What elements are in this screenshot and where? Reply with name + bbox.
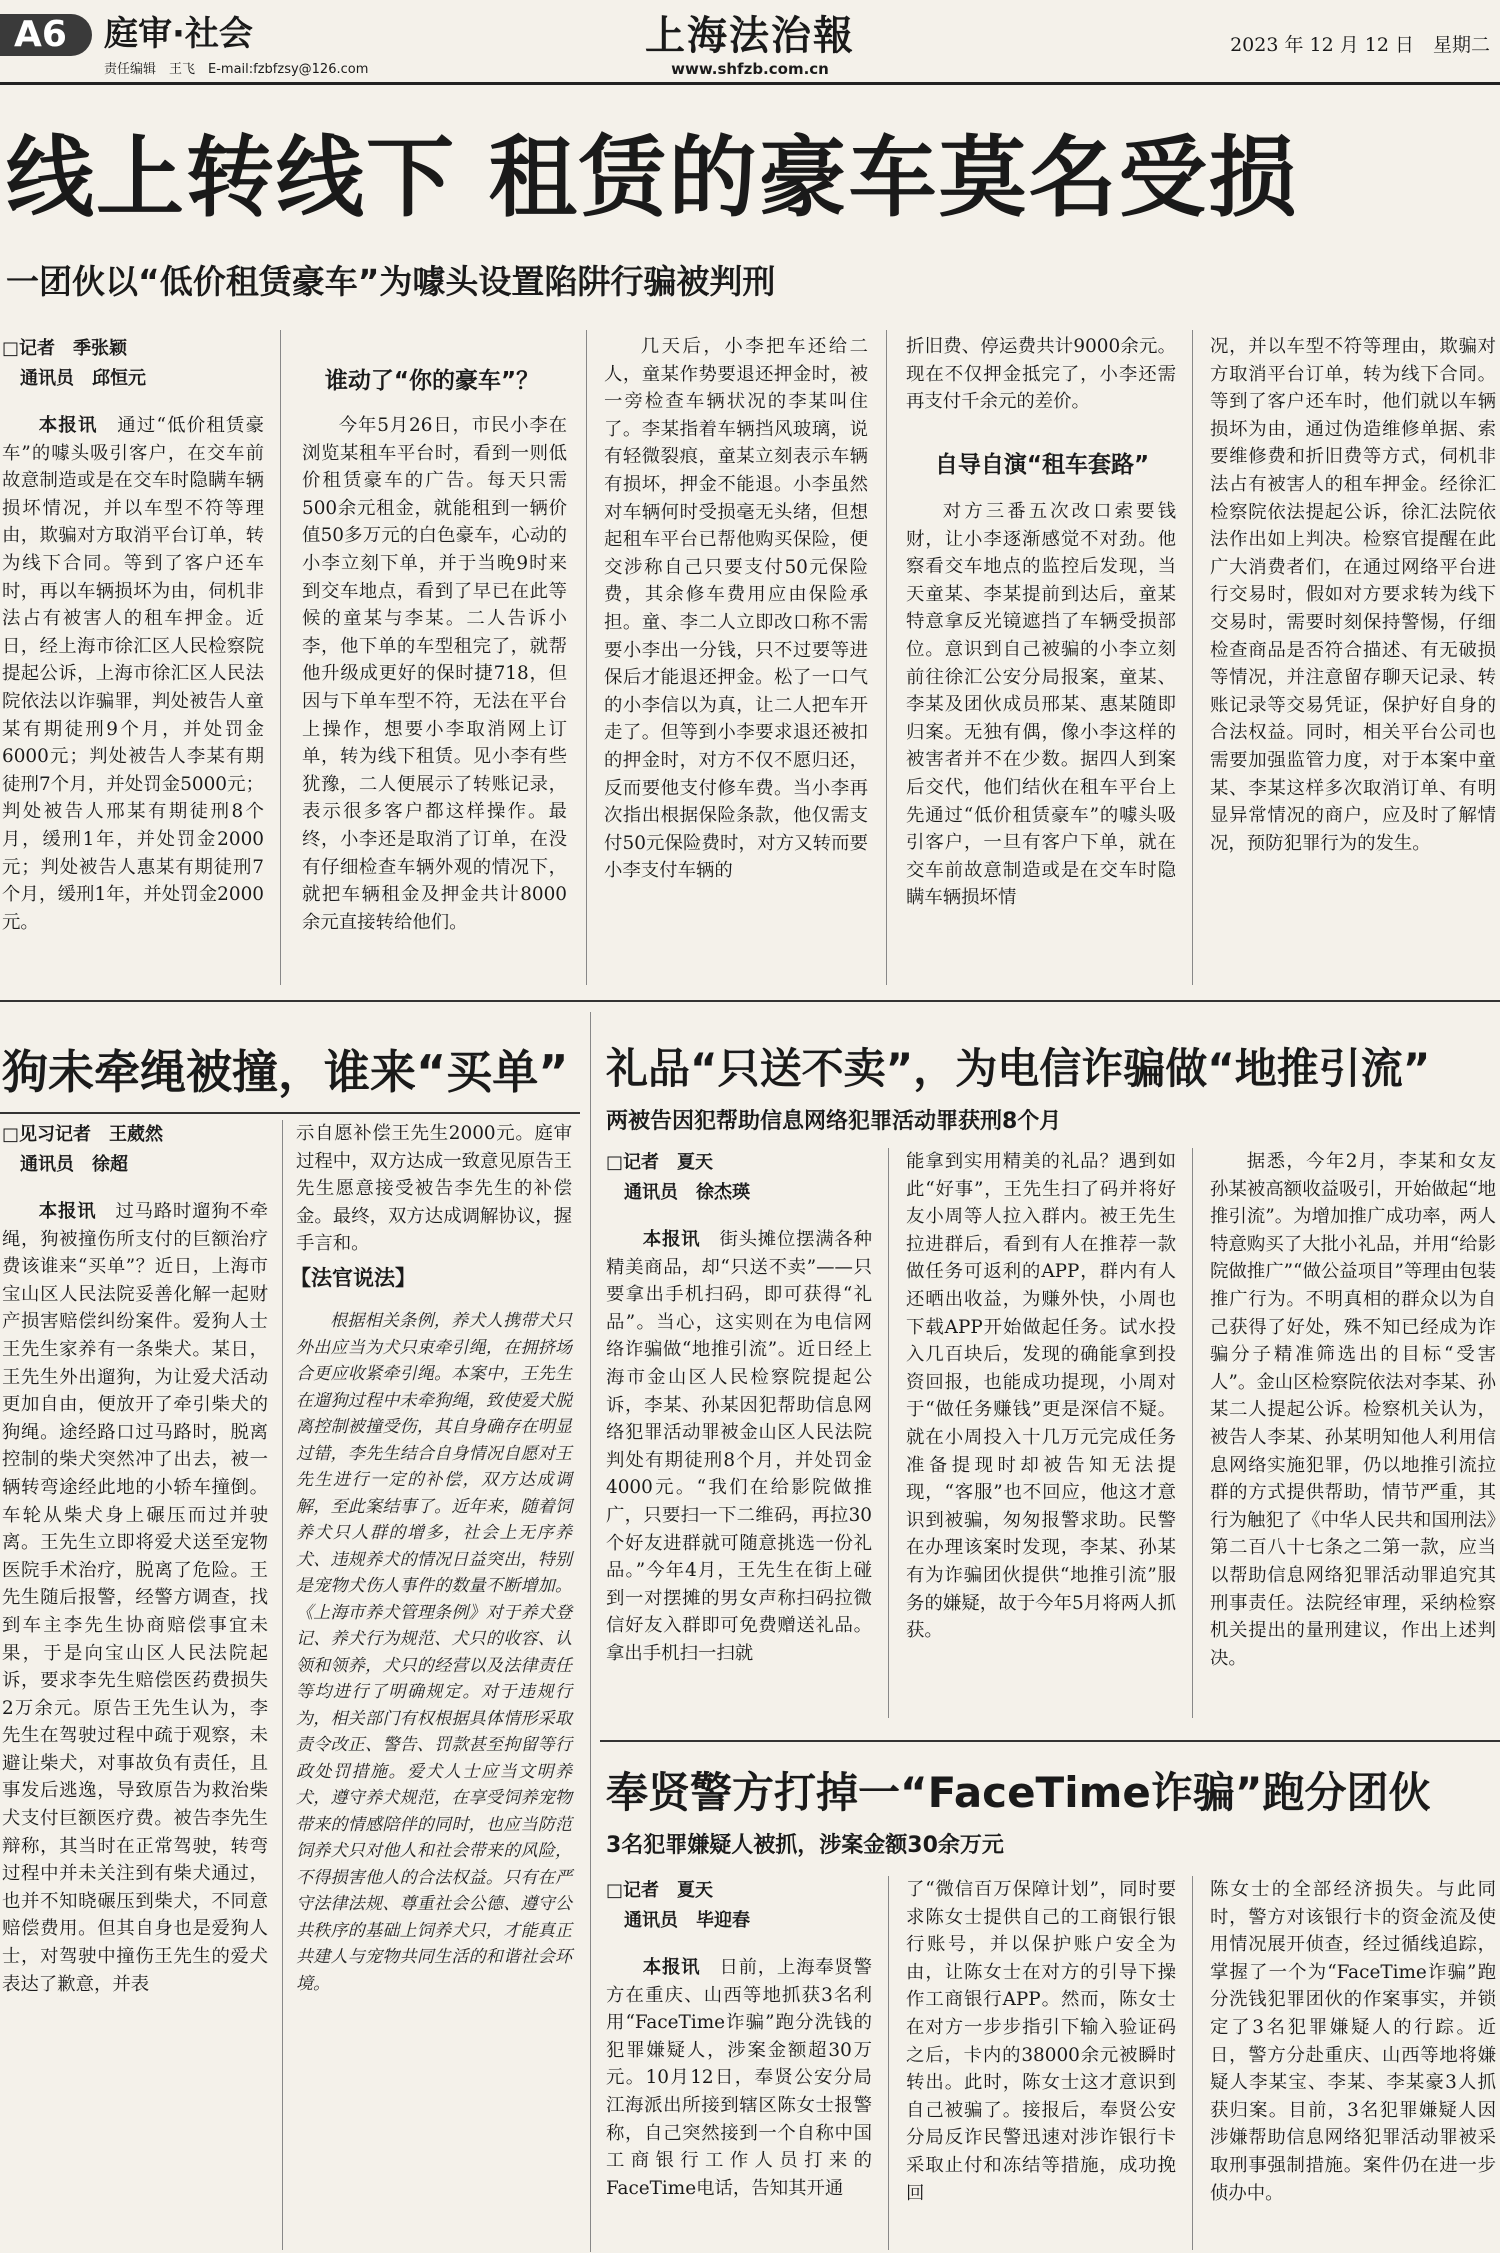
section-rule: [600, 1740, 1500, 1742]
article1-text-2: 今年5月26日，市民小李在浏览某租车平台时，看到一则低价租赁豪车的广告。每天只需500余元租金，就能租到一辆价值50多万元的白色豪车，心动的小李立刻下单，并于当晚9时来到交车地点，看到了早已在此等候的童某与李某。二人告诉小李，他下单的车型租完了，就帮他升级成更好的保时捷718，但因与下单车型不符，无法在平台上操作，想要小李取消网上订单，转为线下租赁。见小李有些犹豫，二人便展示了转账记录，表示很多客户都这样操作。最终，小李还是取消了订单，在没有仔细检查车辆外观的情况下，就把车辆租金及押金共计8000余元直接转给他们。: [302, 415, 567, 933]
article1-column-2: [302, 412, 567, 982]
article4-headline: 奉贤警方打掉一“FaceTime诈骗”跑分团伙: [606, 1768, 1431, 1817]
article3-text-2: 能拿到实用精美的礼品？遇到如此“好事”，王先生扫了码并将好友小周等人拉入群内。被王先生拉进群后，看到有人在推荐一款做任务可返利的APP，群内有人还晒出收益，为赚外快，小周也下载APP开始做起任务。试水投入几百块后，发现的确能拿到投资回报，也能成功提现，小周对于“做任务赚钱”更是深信不疑。就在小周投入十几万元完成任务准备提现时却被告知无法提现，“客服”也不回应，他这才意识到被骗，匆匆报警求助。民警在办理该案时发现，李某、孙某有为诈骗团伙提供“地推引流”服务的嫌疑，故于今年5月将两人抓获。: [906, 1151, 1176, 1642]
article1-column-3: [604, 333, 868, 983]
article4-column-2: [906, 1876, 1176, 2248]
main-headline: 线上转线下 租赁的豪车莫名受损: [6, 126, 1299, 229]
issue-date: 2023 年 12 月 12 日 星期二: [1230, 34, 1490, 56]
article4-text-3: 陈女士的全部经济损失。与此同时，警方对该银行卡的资金流及使用情况展开侦查，经过循线追踪，掌握了一个为“FaceTime诈骗”跑分洗钱犯罪团伙的作案事实，并锁定了3名犯罪嫌疑人的行踪。近日，警方分赴重庆、山西等地将嫌疑人李某宝、李某、李某豪3人抓获归案。目前，3名犯罪嫌疑人因涉嫌帮助信息网络犯罪活动罪被采取刑事强制措施。案件仍在进一步侦办中。: [1210, 1879, 1496, 2204]
column-divider: [586, 330, 587, 985]
article1-column-4b: [906, 498, 1176, 983]
column-divider: [886, 330, 887, 985]
article3-column-3: [1210, 1148, 1496, 1718]
article1-text-4b: 对方三番五次改口索要钱财，让小李逐渐感觉不对劲。他察看交车地点的监控后发现，当天童某、李某提前到达后，童某特意拿反光镜遮挡了车辆受损部位。意识到自己被骗的小李立刻前往徐汇公安分局报案，童某、李某及团伙成员邢某、惠某随即归案。无独有偶，像小李这样的被害者并不在少数。据四人到案后交代，他们结伙在租车平台上先通过“低价租赁豪车”的噱头吸引客户，一旦有客户下单，就在交车前故意制造或是在交车时隐瞒车辆损坏情: [906, 501, 1176, 909]
page-number-badge: A6: [0, 14, 92, 56]
section-rule: [0, 1000, 1500, 1002]
article3-text-3: 据悉，今年2月，李某和女友孙某被高额收益吸引，开始做起“地推引流”。为增加推广成功率，两人特意购买了大批小礼品，并用“给影院做推广”“做公益项目”等理由包装推广行为。不明真相的群众以为自己获得了好处，殊不知已经成为诈骗分子精准筛选出的目标“受害人”。金山区检察院依法对李某、孙某二人提起公诉。检察机关认为，被告人李某、孙某明知他人利用信息网络实施犯罪，仍以地推引流拉群的方式提供帮助，情节严重，其行为触犯了《中华人民共和国刑法》第二百八十七条之二第一款，应当以帮助信息网络犯罪活动罪追究其刑事责任。法院经审理，采纳检察机关提出的量刑建议，作出上述判决。: [1210, 1151, 1496, 1669]
judge-comment-heading: 【法官说法】: [290, 1266, 416, 1290]
article3-byline: □记者 夏天 通讯员 徐杰瑛: [606, 1152, 750, 1203]
article2-column-2: [296, 1120, 572, 1255]
section-title: 庭审·社会: [104, 14, 253, 54]
lead-tag: 本报讯: [642, 1957, 701, 1978]
lead-tag: 本报讯: [38, 415, 98, 436]
lead-tag: 本报讯: [642, 1229, 701, 1250]
main-subheadline: 一团伙以“低价租赁豪车”为噱头设置陷阱行骗被判刑: [6, 262, 776, 301]
article4-subheadline: 3名犯罪嫌疑人被抓，涉案金额30余万元: [606, 1833, 1004, 1858]
article1-column-4a: [906, 333, 1176, 423]
article3-subheadline: 两被告因犯帮助信息网络犯罪活动罪获刑8个月: [606, 1109, 1062, 1134]
article2-text-2: 示自愿补偿王先生2000元。庭审过程中，双方达成一致意见原告王先生愿意接受被告李先生的补偿金。最终，双方达成调解协议，握手言和。: [296, 1123, 572, 1255]
article3-text-1: 街头摊位摆满各种精美商品，却“只送不卖”——只要拿出手机扫码，即可获得“礼品”。当心，这实则在为电信网络诈骗做“地推引流”。近日经上海市金山区人民检察院提起公诉，李某、孙某因犯帮助信息网络犯罪活动罪被金山区人民法院判处有期徒刑8个月，并处罚金4000元。“我们在给影院做推广，只要扫一下二维码，再拉30个好友进群就可随意挑选一份礼品。”今年4月，王先生在街上碰到一对摆摊的男女声称扫码拉微信好友入群即可免费赠送礼品。拿出手机扫一扫就: [606, 1229, 872, 1664]
article3-headline: 礼品“只送不卖”，为电信诈骗做“地推引流”: [606, 1044, 1431, 1093]
article1-text-3: 几天后，小李把车还给二人，童某作势要退还押金时，被一旁检查车辆状况的李某叫住了。李某指着车辆挡风玻璃，说有轻微裂痕，童某立刻表示车辆有损坏，押金不能退。小李虽然对车辆何时受损毫无头绪，但想起租车平台已帮他购买保险，便交涉称自己只要支付50元保险费，其余修车费用应由保险承担。童、李二人立即改口称不需要小李出一分钱，只不过要等进保后才能退还押金。松了一口气的小李信以为真，让二人把车开走了。但等到小李要求退还被扣的押金时，对方不仅不愿归还，反而要他支付修车费。当小李再次指出根据保险条款，他仅需支付50元保险费时，对方又转而要小李支付车辆的: [604, 336, 868, 882]
judge-comment-text: 根据相关条例，养犬人携带犬只外出应当为犬只束牵引绳，在拥挤场合更应收紧牵引绳。本案中，王先生在遛狗过程中未牵狗绳，致使爱犬脱离控制被撞受伤，其自身确存在明显过错，李先生结合自身情况自愿对王先生进行一定的补偿，双方达成调解，至此案结事了。近年来，随着饲养犬只人群的增多，社会上无序养犬、违规养犬的情况日益突出，特别是宠物犬伤人事件的数量不断增加。《上海市养犬管理条例》对于养犬登记、养犬行为规范、犬只的收容、认领和领养，犬只的经营以及法律责任等均进行了明确规定。对于违规行为，相关部门有权根据具体情形采取责令改正、警告、罚款甚至拘留等行政处罚措施。爱犬人士应当文明养犬，遵守养犬规范，在享受饲养宠物带来的情感陪伴的同时，也应当防范饲养犬只对他人和社会带来的风险，不得损害他人的合法权益。只有在严守法律法规、尊重社会公德、遵守公共秩序的基础上饲养犬只，才能真正共建人与宠物共同生活的和谐社会环境。: [296, 1311, 572, 1994]
article3-column-1: [606, 1226, 872, 1716]
column-divider: [1192, 1876, 1193, 2250]
article2-column-1: [2, 1198, 268, 2248]
article1-text-5: 况，并以车型不符等理由，欺骗对方取消平台订单，转为线下合同。等到了客户还车时，他们就以车辆损坏为由，通过伪造维修单据、索要维修费和折旧费等方式，伺机非法占有被害人的租车押金。经徐汇检察院依法提起公诉，徐汇法院依法作出如上判决。检察官提醒在此广大消费者们，在通过网络平台进行交易时，假如对方要求转为线下交易时，需要时刻保持警惕，仔细检查商品是否符合描述、有无破损等情况，并注意留存聊天记录、转账记录等交易凭证，保护好自身的合法权益。同时，相关平台公司也需要加强监管力度，对于本案中童某、李某这样多次取消订单、有明显异常情况的商户，应及时了解情况，预防犯罪行为的发生。: [1210, 336, 1496, 854]
article4-byline: □记者 夏天 通讯员 毕迎春: [606, 1880, 750, 1931]
article1-subtitle-2: 自导自演“租车套路”: [934, 452, 1150, 478]
column-divider: [888, 1148, 889, 1718]
article1-byline: □记者 季张颖 通讯员 邱恒元: [2, 338, 146, 389]
article1-text-4a: 折旧费、停运费共计9000余元。现在不仅押金抵完了，小李还需再支付千余元的差价。: [906, 336, 1176, 413]
column-divider: [282, 1120, 283, 2250]
website-url[interactable]: www.shfzb.com.cn: [671, 60, 829, 78]
article3-column-2: [906, 1148, 1176, 1718]
article1-column-5: [1210, 333, 1496, 983]
column-divider: [280, 330, 281, 985]
column-divider: [1192, 330, 1193, 985]
article1-text-1: 通过“低价租赁豪车”的噱头吸引客户，在交车前故意制造或是在交车时隐瞒车辆损坏情况，并以车型不符等理由，欺骗对方取消平台订单，转为线下合同。等到了客户还车时，再以车辆损坏为由，伺机非法占有被害人的租车押金。近日，经上海市徐汇区人民检察院提起公诉，上海市徐汇区人民法院依法以诈骗罪，判处被告人童某有期徒刑9个月，并处罚金6000元；判处被告人李某有期徒刑7个月，并处罚金5000元；判处被告人邢某有期徒刑8个月，缓刑1年，并处罚金2000元；判处被告人惠某有期徒刑7个月，缓刑1年，并处罚金2000元。: [2, 415, 264, 933]
article4-text-2: 了“微信百万保障计划”，同时要求陈女士提供自己的工商银行银行账号，并以保护账户安全为由，让陈女士在对方的引导下操作工商银行APP。然而，陈女士在对方一步步指引下输入验证码之后，卡内的38000余元被瞬时转出。此时，陈女士这才意识到自己被骗了。接报后，奉贤公安分局反诈民警迅速对涉诈银行卡采取止付和冻结等措施，成功挽回: [906, 1879, 1176, 2204]
article4-column-3: [1210, 1876, 1496, 2248]
editor-line: 责任编辑 王飞 E-mail:fzbfzsy@126.com: [104, 62, 369, 77]
judge-comment-body: [296, 1308, 572, 2248]
column-divider: [1192, 1148, 1193, 1718]
headline-rule: [0, 1112, 580, 1114]
article2-byline: □见习记者 王葳然 通讯员 徐超: [2, 1124, 164, 1175]
article2-text-1: 过马路时遛狗不牵绳，狗被撞伤所支付的巨额治疗费该谁来“买单”？近日，上海市宝山区人民法院妥善化解一起财产损害赔偿纠纷案件。爱狗人士王先生家养有一条柴犬。某日，王先生外出遛狗，为让爱犬活动更加自由，便放开了牵引柴犬的狗绳。途经路口过马路时，脱离控制的柴犬突然冲了出去，被一辆转弯途经此地的小轿车撞倒。车轮从柴犬身上碾压而过并驶离。王先生立即将爱犬送至宠物医院手术治疗，脱离了危险。王先生随后报警，经警方调查，找到车主李先生协商赔偿事宜未果，于是向宝山区人民法院起诉，要求李先生赔偿医药费损失2万余元。原告王先生认为，李先生在驾驶过程中疏于观察，未避让柴犬，对事故负有责任，且事发后逃逸，导致原告为救治柴犬支付巨额医疗费。被告李先生辩称，其当时在正常驾驶，转弯过程中并未关注到有柴犬通过，也并不知晓碾压到柴犬，不同意赔偿费用。但其自身也是爱狗人士，对驾驶中撞伤王先生的爱犬表达了歉意，并表: [2, 1201, 268, 1995]
lead-tag: 本报讯: [38, 1201, 97, 1222]
article2-headline: 狗未牵绳被撞，谁来“买单”: [2, 1045, 569, 1099]
article1-column-1: [2, 412, 264, 982]
article1-subtitle-1: 谁动了“你的豪车”？: [324, 368, 540, 394]
newspaper-name: 上海法治報: [645, 12, 855, 59]
article4-text-1: 日前，上海奉贤警方在重庆、山西等地抓获3名利用“FaceTime诈骗”跑分洗钱的犯罪嫌疑人，涉案金额超30万元。10月12日，奉贤公安分局江海派出所接到辖区陈女士报警称，自己突然接到一个自称中国工商银行工作人员打来的FaceTime电话，告知其开通: [606, 1957, 872, 2199]
column-divider: [590, 1012, 591, 2252]
column-divider: [888, 1876, 889, 2250]
article4-column-1: [606, 1954, 872, 2248]
